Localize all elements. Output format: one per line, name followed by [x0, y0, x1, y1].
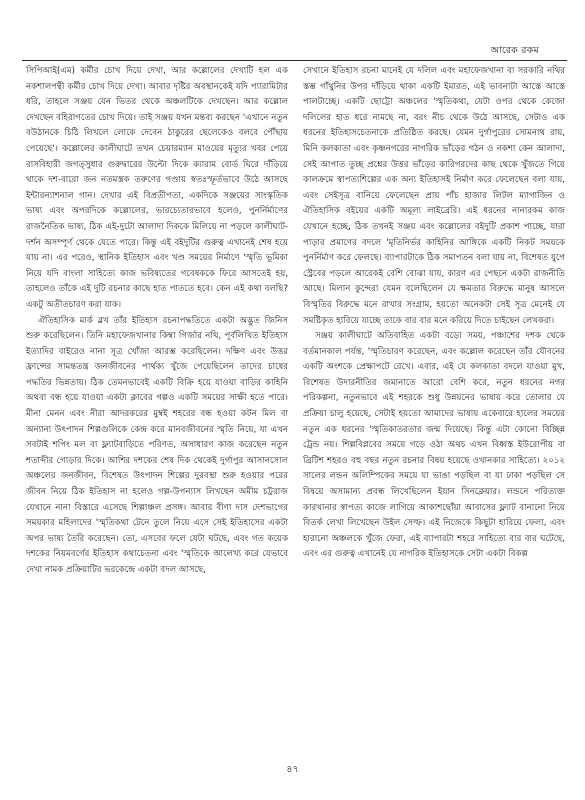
- left-paragraph-1: সিপিআই(এম) কর্মীর চোখ দিয়ে দেখা, আর কল্লোলের দেখাটি হল এক নকশালপন্থী কর্মীর চোখ দিয়ে দেখা। আবার দৃষ্টির অবস্থানকেই যদি প্যারামিটার ধরি, তাহলে সঞ্জয় যেন ভিতর থেকে অঞ্চলটিকে দেখছেন। আর কল্লোল দেখছেন বহিরাগতের চোখ দিয়ে। তাই সঞ্জয় যখন মন্তব্য করছেন 'এখানে নতুন বউঠানকে চিঠি লিখলে লোকে দেবেন ঠাকুরের ছেলেকেও বলবে পৌঁছায় পেয়েছে'। কল্লোলের কালীঘাটে তখন চেয়ারম্যান মাওয়ের মৃত্যুর খবর পেয়ে রাসবিহারী জগত্সুধার গুরুদ্বারের উল্টো দিকে ক্যারাম বোর্ড ঘিরে দাঁড়িয়ে থাকে দশ-বারো জন নতমস্তক তরুণের গণ্ডায় স্বতঃস্ফূর্তভাবে উঠে আসছে ইন্টারন্যাশনাল গান। দেখার এই বিপ্রতীপতা, একদিকে সঞ্জয়ের সাংস্কৃতিক ভাষ্য এবং অপরদিকে কল্লোলের, ভারচ্যেতারভাবে হলেও, পুনর্নির্মাণের রাজনৈতিক ভাষ্য, ঠিক এই-দুটো আলাদা দিককে মিলিয়ে না পড়লে কালীঘাট-দর্শন অসম্পূর্ণ থেকে যেতে পারে। কিন্তু এই বইদুটির গুরুত্ব এখানেই শেষ হয়ে যায় না। এর পরেও, স্থানিক ইতিহাস এবং খণ্ড সময়ের নির্মাণে 'স্মৃতি ভূমিকা নিয়ে যদি বাংলা সাহিত্যে কাজ ভবিষ্যতের গবেষককে ফিরে আসতেই হয়, তাহলেও তাঁকে এই দুটি রচনার কাছে হাত পাততে হবে। কেন এই কথা বলছি? একটু অতীতচারণ করা যাক।: [26, 66, 288, 310]
- header-rule: [22, 60, 567, 61]
- running-header: আরেক রকম: [490, 45, 539, 56]
- right-paragraph-1: সেখানে ইতিহাস রচনা মানেই যে দলিল এবং মহাফেজখানা বা সরকারি নথির স্তম্ভ গাঁথুনির উপর দাঁড়িয়ে থাকা একটি ইমারত, এই ভাবনাটা আস্তে আস্তে পালটাচ্ছে। একটি ছোট্টো অঞ্চলের 'স্মৃতিকথা, যেটা ওপর থেকে কেজো দলিলের হাত ধরে নামছে না, বরং নীচ থেকে উঠে আসছে, সেটাও এক ধরনের ইতিহাসচেতনাকে প্রতিষ্ঠিত করছে। যেমন দুর্গাপুরের সোমনাথ রায়, মিনি কলকাতা এবং কৃষ্ণনগরের নাগরিক ভাঁড়ের গঠন ও নকশা কেন আলাদা, সেই আপাত তুচ্ছ প্রশ্নের উত্তর ভাঁড়ের কারিগরদের কাছ থেকে খুঁজতে গিয়ে কালক্রমে স্বাপত্যশিল্পের এক অন্য ইতিহাসই নির্মাণ করে ফেলেছেন বলা যায়, এবং সেইসূত্র বানিয়ে ফেলেছেন প্রায় পাঁচ হাজার লিটল ম্যাগাজিন ও ঐতিহাসিক বইয়ের একটি অমূল্য লাইব্রেরি। এই ধরনের নানারকম কাজ যেখানে হচ্ছে, ঠিক তখনই সঞ্জয় এবং কল্লোলের বইদুটি প্রকাশ পাচ্ছে, যারা পাড়ার প্রমাণের বদলে 'মৃতিনির্ভর কাহিনির আঙ্গিকে একটি নিকট সময়কে পুনর্নির্মাণ করে ফেলছে। ব্যাপারটাকে ঠিক সমাপতন বলা যায় না, বিশেষত যুগে স্ট্রেবের পড়লে আরেকই বেশি বোঝা যায়, কারণ এর পেছনে একটা রাজনীতি আছে। মিলান কুন্দেরা যেমন বলেছিলেন যে ক্ষমতার বিরুদ্ধে মানুষ আসলে বিস্মৃতির বিরুদ্ধে মনে রাখার সংগ্রাম, হয়তো অনেকটা সেই সূত্র মেনেই যে সমষ্টিকৃত হারিয়ে যাচ্ছে তাকে বার বার মনে করিয়ে দিতে চাইছেন লেখকরা।: [303, 66, 565, 326]
- right-paragraph-2: সঞ্জয় কালীঘাটে অতিবাহিত একটা বড়ো সময়, পঞ্চাশের দশক থেকে বর্তমানকাল পর্যন্ত, 'স্মৃতিচারণ করেছেন, এবং কল্লোল করেছেন তাঁর যৌবনের একটি অংশকে প্রেক্ষাপটে রেখে। এবার, এই যে কলকাতা বদলে যাওয়া মুখ, বিশেষত উদারনীতির জমানাতে আরো বেশি করে, নতুন ধরনের নগর পরিকল্পনা, নতুনভাবে এই শহরকে শুধু উন্নয়নের ভাষায় করে তোলার যে প্রক্রিয়া চালু হয়েছে, সেটাই হয়তো আমাদের ভাষায় একেবারে হালের সময়ের নতুন এক ধরনের 'স্মৃতিকাতরতার জন্ম দিয়েছে। কিন্তু এটা কোনো বিচ্ছিন্ন ট্রেন্ড নয়। শিল্পবিপ্লবের সময়ে গড়ে ওঠা অথচ এখন বিধ্বস্ত ইউরোপীয় বা ব্রিটিশ শহরও বহু বছর নতুন রচনার বিষয় হয়েছে ওখানকার সাহিত্যে। ২০১২ সালের লন্ডন অলিম্পিকের সময়ে যা ভাঙা পড়ছিল বা যা ঢাকা পড়ছিল সে বিষয়ে অসামান্য প্রবন্ধ লিখেছিলেন ইয়ান সিনক্লেয়ার। লন্ডনে পরিত্যক্ত কারখানার স্বাপত্য কাজে লাগিয়ে আকাশছোঁয়া আবাসের ফ্ল্যাট বানানো নিয়ে বিতর্ক লেখা লিখেছেন উইল সেল্ফ। এই নিজেকে কিছুটা হারিয়ে ফেলা, এবং হারানো অঞ্চলকে খুঁজে ফেরা, এই ব্যাপারটা শহরে সাহিত্যে বার বার ঘটেছে, এবং এর গুরুত্ব এখানেই যে নাগরিক ইতিহাসকে সেটা একটা বিকল্প: [303, 331, 565, 560]
- right-column: [303, 64, 565, 563]
- left-column: [26, 64, 288, 579]
- page-number: ৪৭: [286, 764, 299, 775]
- left-paragraph-2: ঐতিহাসিক মার্ক ব্লখ তাঁর ইতিহাস রচনাপদ্ধতিতে একটা অদ্ভুত জিনিস শুরু করেছিলেন। তিনি মহাফেজখানার কিম্বা গির্জার নথি, পূর্বলিখিত ইতিহাস ইত্যাদির বাইরেও নানা সূত্র খোঁজা আরম্ভ করেছিলেন। দক্ষিণ এবং উত্তর ফ্রান্সের সামন্ততন্ত্র জনজীবনের পার্থক্য খুঁজে পেয়েছিলেন তাদের চাষের পদ্ধতির ভিন্নতায়। ঠিক তেমনভাবেই একটি বিক্রি হয়ে যাওয়া বাড়ির কাহিনি অথবা বন্ধ হয়ে যাওয়া একটা ক্লাবের গল্পও একটি সময়ের সাক্ষী হতে পারে। মীনা মেনন এবং নীরা আদরকরের মুম্বই শহরের বন্ধ হওয়া কটন মিল বা অন্যান্য উৎপাদন শিল্পগুলিকে কেন্দ্র করে মানবজীবনের স্মৃতি নিয়ে, যা এখন সবটাই শপিং মল বা ফ্ল্যাটবাড়িতে পরিণত, অসাধারণ কাজ করেছেন নতুন শতাব্দীর গোড়ার দিকে। আশির দশকের শেষ দিক থেকেই দুর্গাপুর আসানসোল অঞ্চলের জনজীবন, বিশেষত উৎপাদন শিল্পের দুরবস্থা শুরু হওয়ার পরের জীবন নিয়ে ঠিক ইতিহাস না হলেও গল্প-উপন্যাস লিখছেন অমীম চট্টরাজ যেখানে নানা বিস্তারে এসেছে শিল্পাঞ্চল প্রসঙ্গ। আবার বীণা দাস দেশভাগের সময়কার মহিলাদের 'স্মৃতিকথা টেনে তুলে নিয়ে এসে সেই ইতিহাসের একটা অপর ভাষ্য তৈরি করেছেন। তো, এসবের ফলে যেটা ঘটছে, এবং গত কয়েক দশকের নিয়মবর্গের ইতিহাস কথাচেতনা এবং 'স্মৃতিকে আলেখ্য করে যেভাবে দেখা নামক প্রক্রিয়াটির ভরকেন্দ্রে একটা বদল আসছে,: [26, 315, 288, 575]
